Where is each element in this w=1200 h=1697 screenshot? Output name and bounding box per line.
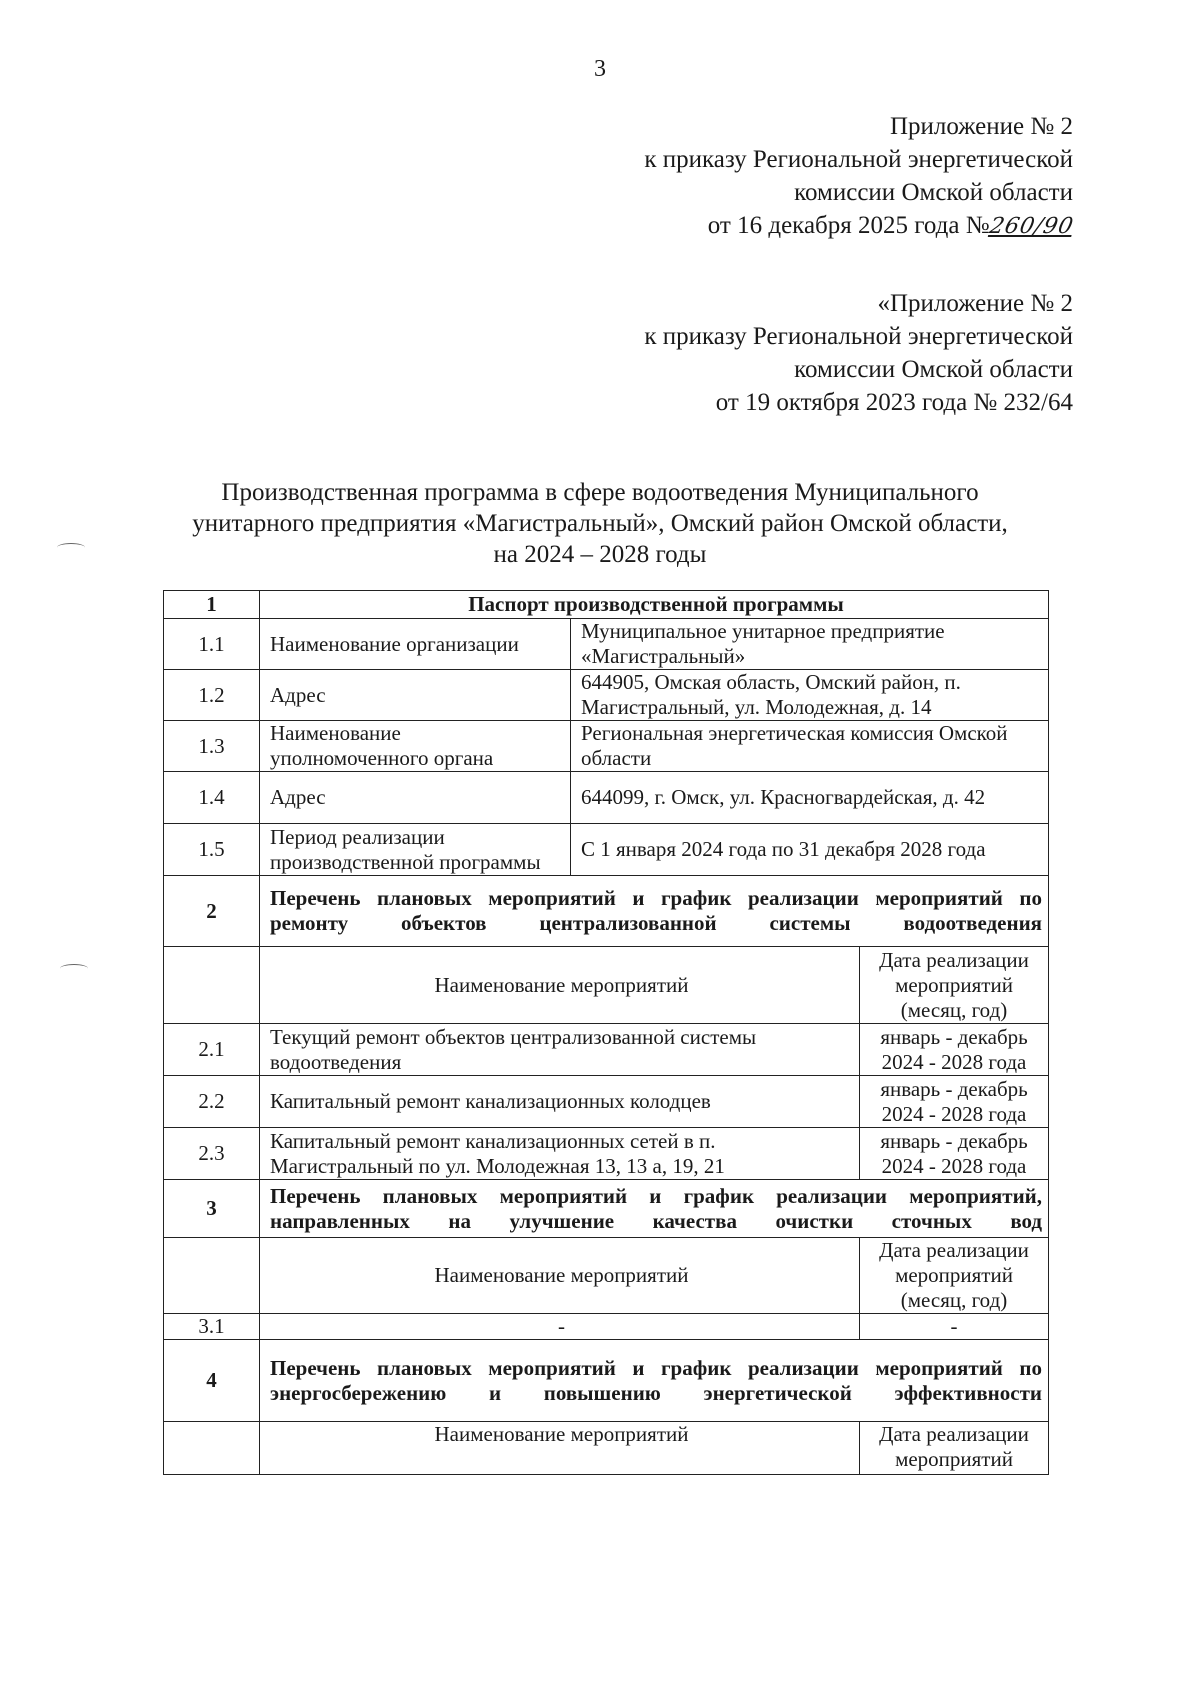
table-row (164, 619, 1049, 670)
section-number: 1 (164, 591, 260, 619)
section-4-header-row (164, 1340, 1049, 1422)
section-header: Перечень плановых мероприятий и график реализации мероприятий по энергосбережению и повышению энергетической эффективности (260, 1340, 1049, 1422)
title-line: Производственная программа в сфере водоотведения Муниципального (221, 479, 979, 506)
table-row (164, 721, 1049, 772)
approval-date-text: от 16 декабря 2025 года № (707, 212, 990, 239)
row-date: январь - декабрь 2024 - 2028 года (860, 1076, 1049, 1128)
row-label: Адрес (260, 772, 571, 824)
page-number: 3 (594, 56, 606, 82)
approval-line-date (644, 209, 1076, 243)
section-1-header-row (164, 591, 1049, 619)
table-row (164, 1314, 1049, 1340)
approval-line: «Приложение № 2 (877, 290, 1073, 317)
scan-margin-mark (60, 964, 88, 973)
row-number: 1.2 (164, 670, 260, 721)
row-number: 2.1 (164, 1024, 260, 1076)
section-number: 3 (164, 1180, 260, 1238)
section-3-header-row (164, 1180, 1049, 1238)
row-value: Муниципальное унитарное предприятие «Магистральный» (571, 619, 1049, 670)
row-date: январь - декабрь 2024 - 2028 года (860, 1024, 1049, 1076)
section-number: 2 (164, 876, 260, 947)
column-header-date: Дата реализации мероприятий (месяц, год) (860, 1238, 1049, 1314)
approval-line: комиссии Омской области (794, 179, 1073, 206)
section-header: Паспорт производственной программы (260, 591, 1049, 619)
column-header-date: Дата реализации мероприятий (860, 1422, 1049, 1475)
table-row (164, 772, 1049, 824)
row-label: Наименование уполномоченного органа (260, 721, 571, 772)
row-number: 1.5 (164, 824, 260, 876)
column-header-row (164, 1422, 1049, 1475)
section-header: Перечень плановых мероприятий и график реализации мероприятий по ремонту объектов централизованной системы водоотведения (260, 876, 1049, 947)
title-line: на 2024 – 2028 годы (493, 541, 707, 568)
table-row (164, 1024, 1049, 1076)
column-header-row (164, 1238, 1049, 1314)
table-row (164, 824, 1049, 876)
empty-cell (164, 1238, 260, 1314)
title-line: унитарного предприятия «Магистральный», Омский район Омской области, (192, 510, 1008, 537)
row-name: Текущий ремонт объектов централизованной системы водоотведения (260, 1024, 860, 1076)
row-number: 2.3 (164, 1128, 260, 1180)
empty-cell (164, 1422, 260, 1475)
row-number: 1.3 (164, 721, 260, 772)
table-row (164, 670, 1049, 721)
row-number: 3.1 (164, 1314, 260, 1340)
row-label: Адрес (260, 670, 571, 721)
row-value: 644099, г. Омск, ул. Красногвардейская, д. 42 (571, 772, 1049, 824)
row-value: 644905, Омская область, Омский район, п. Магистральный, ул. Молодежная, д. 14 (571, 670, 1049, 721)
column-header-date: Дата реализации мероприятий (месяц, год) (860, 947, 1049, 1024)
row-value: Региональная энергетическая комиссия Омской области (571, 721, 1049, 772)
row-date: январь - декабрь 2024 - 2028 года (860, 1128, 1049, 1180)
column-header-row (164, 947, 1049, 1024)
document-title (170, 477, 1030, 570)
section-header: Перечень плановых мероприятий и график реализации мероприятий, направленных на улучшение качества очистки сточных вод (260, 1180, 1049, 1238)
approval-line: Приложение № 2 (889, 113, 1073, 140)
column-header-name: Наименование мероприятий (260, 1238, 860, 1314)
approval-block-current (644, 110, 1076, 243)
row-label: Период реализации производственной программы (260, 824, 571, 876)
row-value: С 1 января 2024 года по 31 декабря 2028 года (571, 824, 1049, 876)
column-header-name: Наименование мероприятий (260, 1422, 860, 1475)
table-row (164, 1076, 1049, 1128)
row-number: 1.4 (164, 772, 260, 824)
row-name: Капитальный ремонт канализационных колодцев (260, 1076, 860, 1128)
row-date: - (860, 1314, 1049, 1340)
row-number: 1.1 (164, 619, 260, 670)
column-header-name: Наименование мероприятий (260, 947, 860, 1024)
handwritten-order-number: 260/90 (986, 214, 1076, 239)
approval-line: от 19 октября 2023 года № 232/64 (715, 389, 1073, 416)
row-name: Капитальный ремонт канализационных сетей в п. Магистральный по ул. Молодежная 13, 13 а, 19, 21 (260, 1128, 860, 1180)
approval-line: к приказу Региональной энергетической (644, 146, 1073, 173)
section-number: 4 (164, 1340, 260, 1422)
row-number: 2.2 (164, 1076, 260, 1128)
section-2-header-row (164, 876, 1049, 947)
scan-margin-mark (57, 543, 85, 552)
row-label: Наименование организации (260, 619, 571, 670)
approval-block-original (644, 287, 1073, 419)
empty-cell (164, 947, 260, 1024)
row-name: - (260, 1314, 860, 1340)
table-row (164, 1128, 1049, 1180)
production-program-table (163, 590, 1049, 1475)
approval-line: к приказу Региональной энергетической (644, 323, 1073, 350)
approval-line: комиссии Омской области (794, 356, 1073, 383)
